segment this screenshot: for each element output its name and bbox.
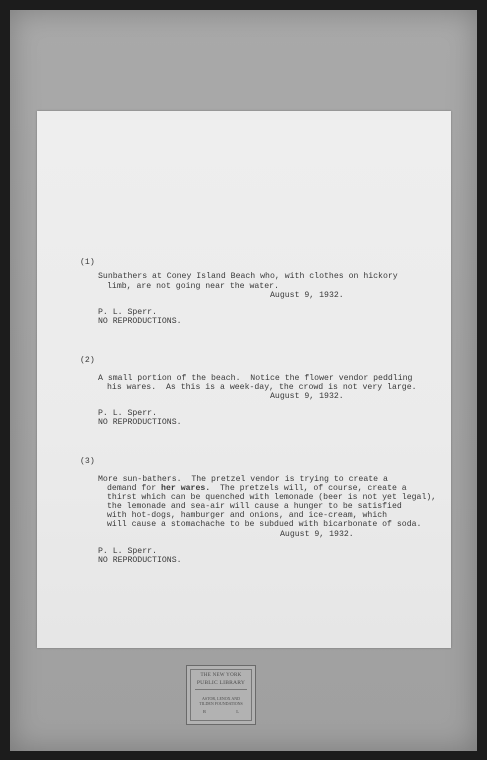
stamp-letter: L bbox=[236, 709, 239, 714]
photographer-credit: P. L. Sperr. bbox=[98, 409, 157, 418]
stamp-letter: R bbox=[203, 709, 207, 714]
library-stamp bbox=[186, 665, 256, 725]
stamp-line: PUBLIC LIBRARY bbox=[196, 680, 246, 686]
caption-line: limb, are not going near the water. bbox=[107, 282, 279, 291]
caption-line: his wares. As this is a week-day, the crowd is not very large. bbox=[107, 383, 417, 392]
caption-line: A small portion of the beach. Notice the flower vendor peddling bbox=[98, 374, 413, 383]
stamp-divider bbox=[195, 689, 247, 690]
stamp-line: TILDEN FOUNDATIONS bbox=[199, 701, 243, 706]
caption-date: August 9, 1932. bbox=[270, 291, 344, 300]
reproduction-note: NO REPRODUCTIONS. bbox=[98, 418, 182, 427]
item-number: (3) bbox=[80, 457, 95, 466]
caption-line: with hot-dogs, hamburger and onions, and ice-cream, which bbox=[107, 511, 388, 520]
caption-bold-text: her wares. bbox=[161, 484, 211, 493]
reproduction-note: NO REPRODUCTIONS. bbox=[98, 317, 182, 326]
caption-line: thirst which can be quenched with lemonade (beer is not yet legal), bbox=[107, 493, 437, 502]
item-number: (1) bbox=[80, 258, 95, 267]
stamp-footer bbox=[203, 709, 239, 714]
caption-line: More sun-bathers. The pretzel vendor is trying to create a bbox=[98, 475, 388, 484]
caption-date: August 9, 1932. bbox=[270, 392, 344, 401]
stamp-line: THE NEW YORK bbox=[200, 673, 242, 678]
stamp-line: ASTOR, LENOX AND bbox=[201, 696, 241, 701]
caption-text: The pretzels will, of course, create a bbox=[210, 484, 407, 493]
caption-date: August 9, 1932. bbox=[280, 530, 354, 539]
stamp-border bbox=[190, 669, 252, 721]
caption-line: will cause a stomachache to be subdued with bicarbonate of soda. bbox=[107, 520, 422, 529]
photographer-credit: P. L. Sperr. bbox=[98, 547, 157, 556]
caption-line: the lemonade and sea-air will cause a hunger to be satisfied bbox=[107, 502, 402, 511]
photographer-credit: P. L. Sperr. bbox=[98, 308, 157, 317]
item-number: (2) bbox=[80, 356, 95, 365]
caption-text: demand for bbox=[107, 484, 162, 493]
caption-line: Sunbathers at Coney Island Beach who, with clothes on hickory bbox=[98, 272, 398, 281]
typed-sheet bbox=[37, 111, 451, 648]
reproduction-note: NO REPRODUCTIONS. bbox=[98, 556, 182, 565]
